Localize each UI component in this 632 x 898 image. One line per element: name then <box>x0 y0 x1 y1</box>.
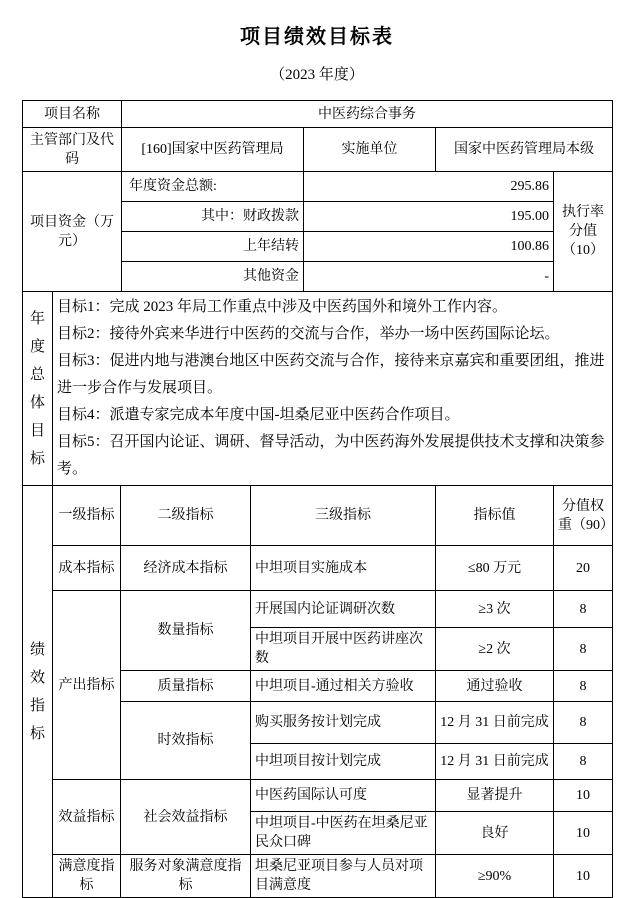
goal-line: 目标4：派遣专家完成本年度中国-坦桑尼亚中医药合作项目。 <box>57 407 460 423</box>
goal-line: 目标5：召开国内论证、调研、督导活动，为中医药海外发展提供技术支撑和决策参考。 <box>57 434 605 477</box>
perf-level3-cell: 中坦项目-通过相关方验收 <box>251 671 436 702</box>
perf-value-cell: 12 月 31 日前完成 <box>436 744 554 780</box>
perf-weight-cell: 8 <box>554 744 613 780</box>
fund-item-label: 其他资金 <box>122 262 304 292</box>
page-subtitle: （2023 年度） <box>270 67 364 83</box>
perf-weight-cell: 10 <box>554 780 613 812</box>
perf-header-level3: 三级指标 <box>251 486 436 546</box>
department-row <box>23 128 613 172</box>
perf-level3-cell: 购买服务按计划完成 <box>251 702 436 744</box>
fund-item-value: 100.86 <box>304 232 554 262</box>
department-label: 主管部门及代码 <box>23 128 122 172</box>
fund-item-label: 年度资金总额: <box>122 172 304 202</box>
fund-item-label: 其中：财政拨款 <box>122 202 304 232</box>
annual-goal-row <box>23 292 613 486</box>
execution-rate-score-label: 执行率分值（10） <box>554 172 613 292</box>
project-name-value: 中医药综合事务 <box>122 101 613 128</box>
annual-goal-label-text: 年度总体目标 <box>29 310 45 467</box>
funds-label: 项目资金（万元） <box>23 172 122 292</box>
perf-level2-cell: 社会效益指标 <box>121 780 251 855</box>
perf-level1-cell: 产出指标 <box>53 591 121 780</box>
perf-level2-cell: 质量指标 <box>121 671 251 702</box>
fund-item-value: - <box>304 262 554 292</box>
perf-value-cell: 通过验收 <box>436 671 554 702</box>
perf-weight-cell: 10 <box>554 855 613 898</box>
perf-level3-cell: 开展国内论证调研次数 <box>251 591 436 628</box>
perf-side-label-text: 绩效指标 <box>29 641 45 742</box>
goal-line: 目标3：促进内地与港澳台地区中医药交流与合作，接待来京嘉宾和重要团组，推进进一步合作与发展项目。 <box>57 353 605 396</box>
perf-weight-cell: 8 <box>554 591 613 628</box>
perf-row <box>23 546 613 591</box>
perf-header-level2: 二级指标 <box>121 486 251 546</box>
perf-row <box>23 780 613 812</box>
perf-header-weight: 分值权重（90） <box>554 486 613 546</box>
perf-value-cell: ≥90% <box>436 855 554 898</box>
annual-goal-label <box>23 292 53 486</box>
perf-level1-cell: 成本指标 <box>53 546 121 591</box>
perf-row <box>23 855 613 898</box>
department-value: [160]国家中医药管理局 <box>122 128 304 172</box>
perf-header-row <box>23 486 613 546</box>
fund-row <box>23 172 613 202</box>
project-info-table <box>22 100 613 292</box>
goal-line: 目标2：接待外宾来华进行中医药的交流与合作，举办一场中医药国际论坛。 <box>57 326 560 342</box>
perf-level3-cell: 中坦项目-中医药在坦桑尼亚民众口碑 <box>251 812 436 855</box>
perf-value-cell: ≤80 万元 <box>436 546 554 591</box>
project-name-label: 项目名称 <box>23 101 122 128</box>
perf-weight-cell: 8 <box>554 671 613 702</box>
perf-level3-cell: 中医药国际认可度 <box>251 780 436 812</box>
perf-weight-cell: 20 <box>554 546 613 591</box>
perf-level1-cell: 满意度指标 <box>53 855 121 898</box>
perf-level3-cell: 中坦项目开展中医药讲座次数 <box>251 628 436 671</box>
perf-value-cell: ≥2 次 <box>436 628 554 671</box>
project-name-row <box>23 101 613 128</box>
perf-level2-cell: 服务对象满意度指标 <box>121 855 251 898</box>
performance-indicators-table <box>22 485 613 898</box>
annual-goal-content <box>53 292 613 486</box>
perf-level2-cell: 时效指标 <box>121 702 251 780</box>
page-title: 项目绩效目标表 <box>240 26 394 48</box>
perf-value-cell: 良好 <box>436 812 554 855</box>
perf-level1-cell: 效益指标 <box>53 780 121 855</box>
perf-level2-cell: 经济成本指标 <box>121 546 251 591</box>
fund-item-label: 上年结转 <box>122 232 304 262</box>
perf-value-cell: ≥3 次 <box>436 591 554 628</box>
perf-header-level1: 一级指标 <box>53 486 121 546</box>
perf-level2-cell: 数量指标 <box>121 591 251 671</box>
fund-item-value: 295.86 <box>304 172 554 202</box>
perf-level3-cell: 坦桑尼亚项目参与人员对项目满意度 <box>251 855 436 898</box>
goal-line: 目标1：完成 2023 年局工作重点中涉及中医药国外和境外工作内容。 <box>57 299 508 315</box>
perf-side-label <box>23 486 53 898</box>
perf-weight-cell: 8 <box>554 628 613 671</box>
perf-level3-cell: 中坦项目实施成本 <box>251 546 436 591</box>
annual-goal-table <box>22 291 613 486</box>
perf-value-cell: 12 月 31 日前完成 <box>436 702 554 744</box>
perf-weight-cell: 8 <box>554 702 613 744</box>
perf-weight-cell: 10 <box>554 812 613 855</box>
impl-unit-value: 国家中医药管理局本级 <box>436 128 613 172</box>
perf-header-value: 指标值 <box>436 486 554 546</box>
perf-value-cell: 显著提升 <box>436 780 554 812</box>
fund-item-value: 195.00 <box>304 202 554 232</box>
impl-unit-label: 实施单位 <box>304 128 436 172</box>
perf-row <box>23 591 613 628</box>
perf-level3-cell: 中坦项目按计划完成 <box>251 744 436 780</box>
